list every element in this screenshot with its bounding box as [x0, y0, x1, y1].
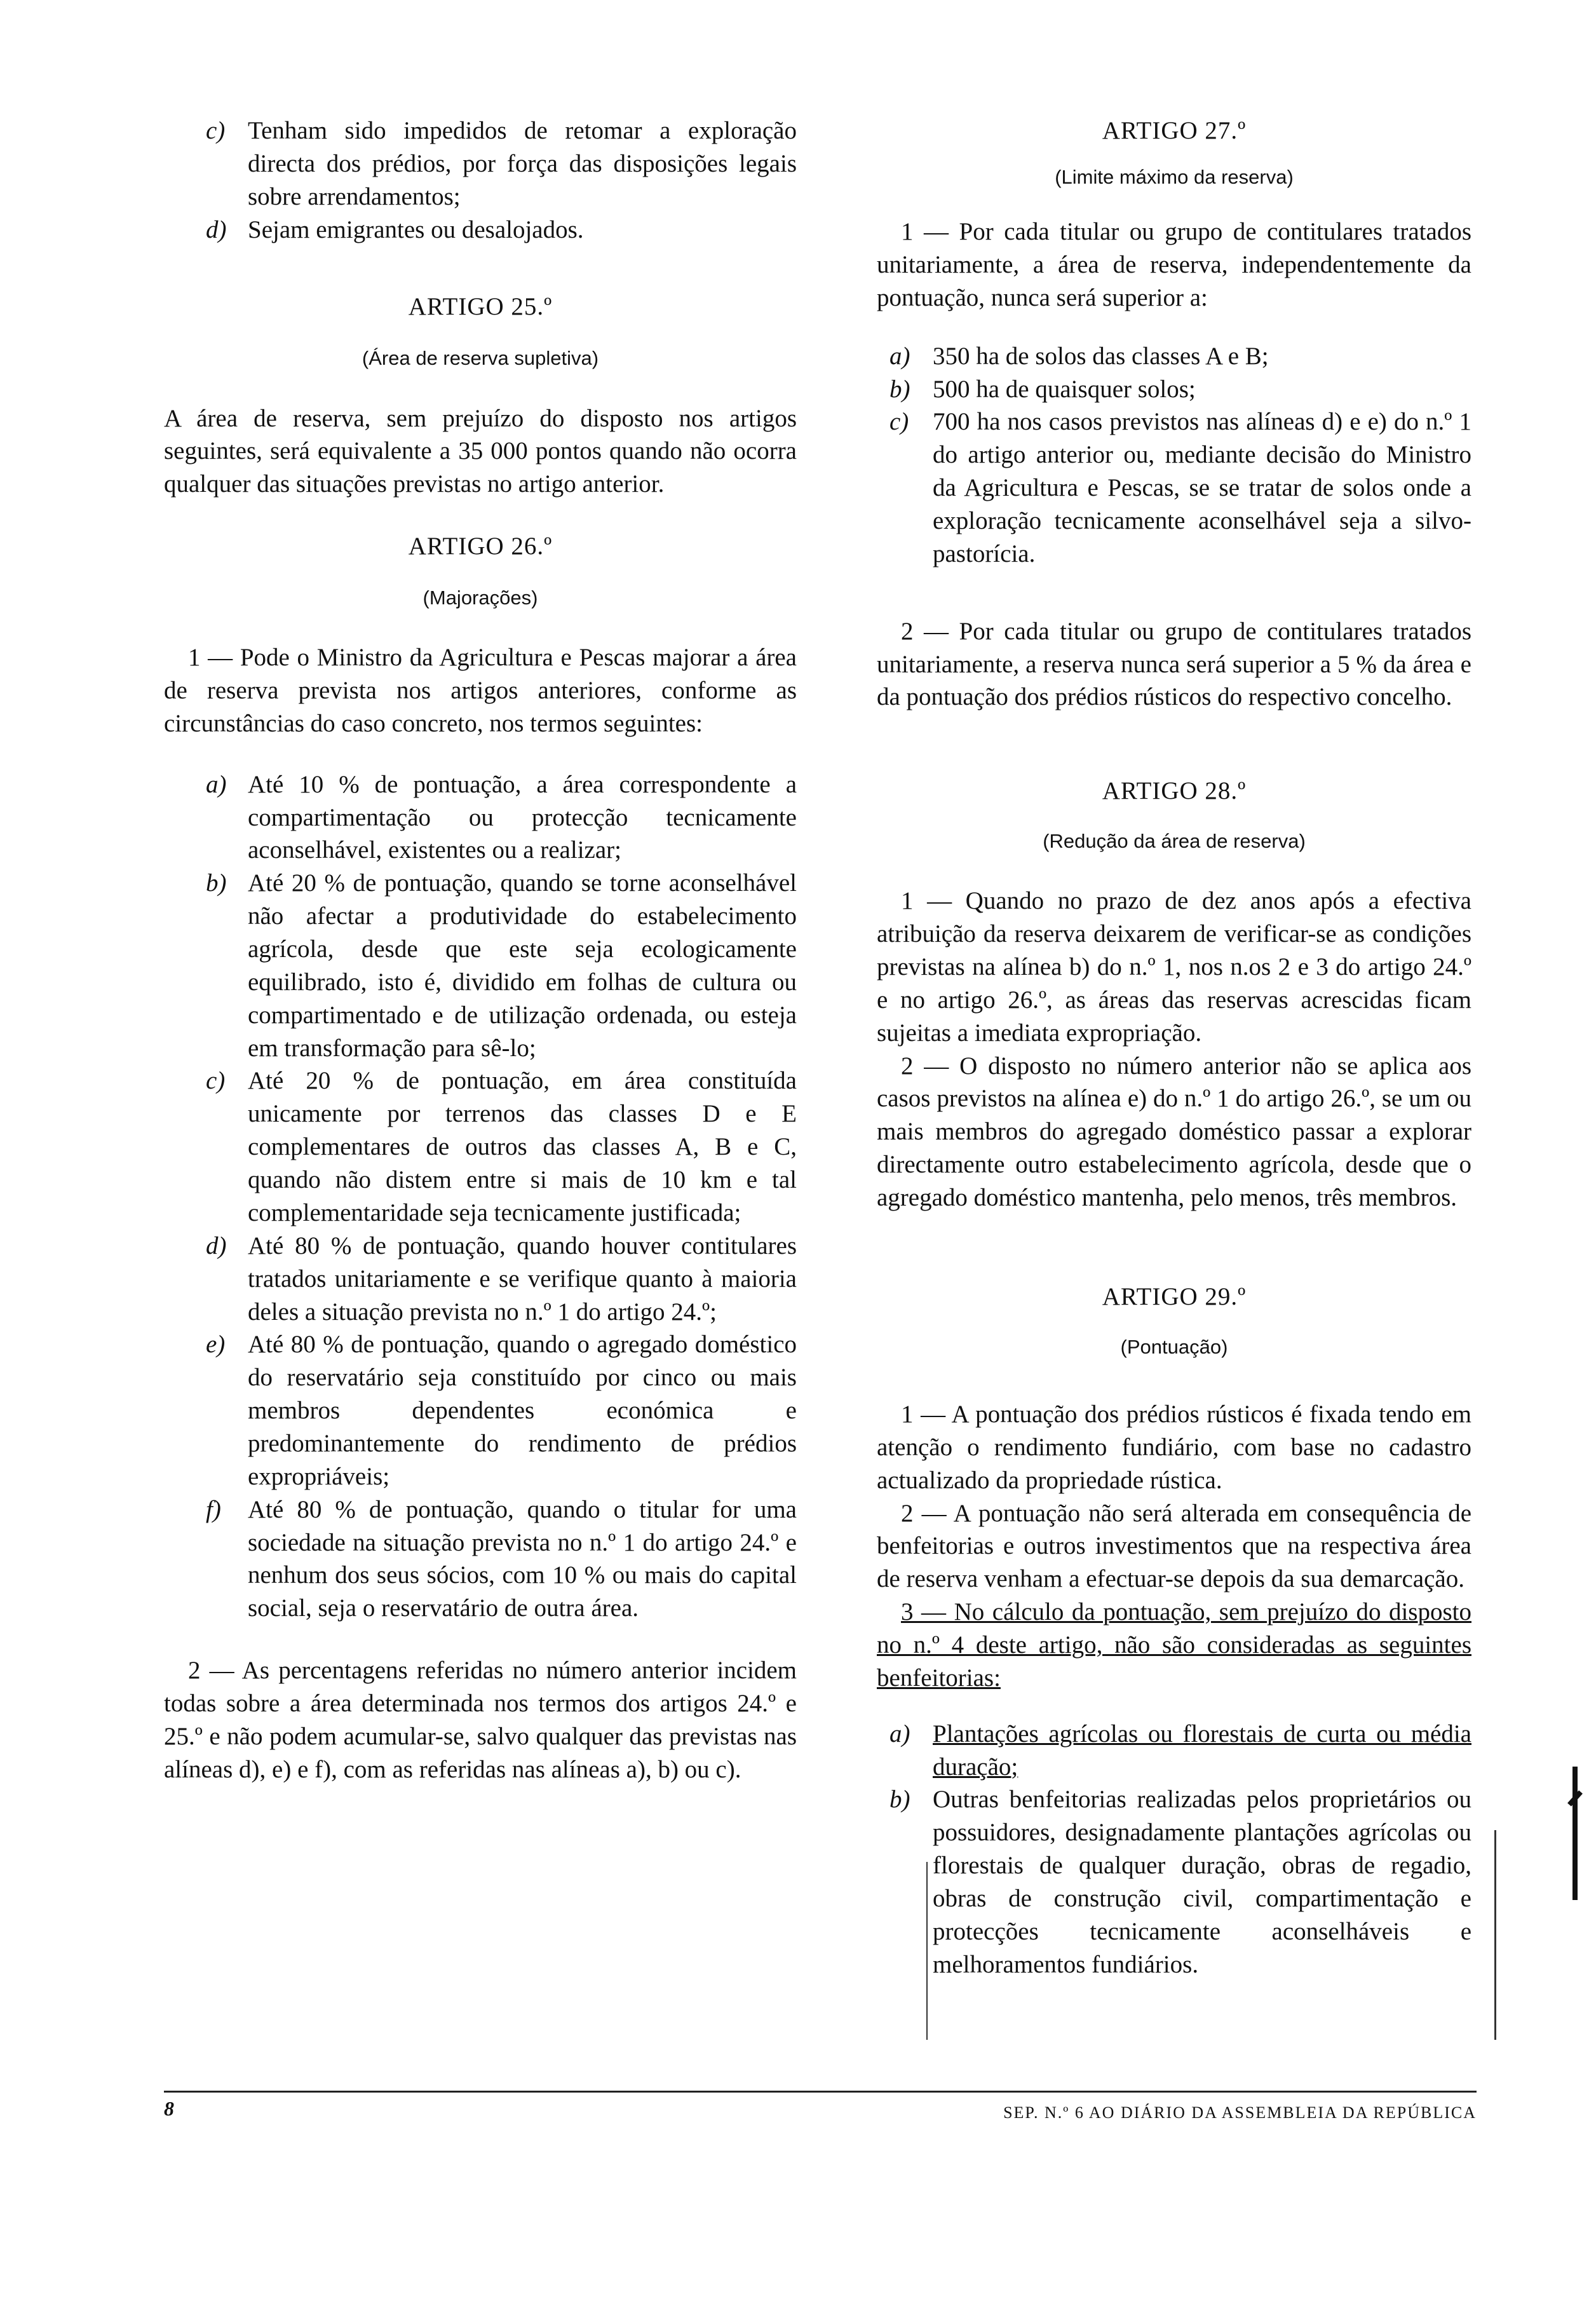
article-27-subtitle: (Limite máximo da reserva): [1055, 165, 1294, 188]
alinea-f: f) Até 80 % de pontuação, quando o titular for uma sociedade na situação prevista no n.º 1 do artigo 24.º e nenhum dos seus sócios, com 10 % ou mais do capital social, seja o reservatário de outra área.: [206, 1495, 797, 1622]
article-29-paragraph-3: 3 — No cálculo da pontuação, sem prejuízo do disposto no n.º 4 deste artigo, não são consideradas as seguintes benfeitorias:: [877, 1598, 1471, 1692]
article-29-paragraph-2: 2 — A pontuação não será alterada em consequência de benfeitorias e outros investimentos que na respectiva área de reserva venham a efectuar-se depois da sua demarcação.: [877, 1499, 1471, 1593]
alinea-b: b) Até 20 % de pontuação, quando se torne aconselhável não afectar a produtividade do estabelecimento agrícola, desde que este seja ecologicamente equilibrado, isto é, dividido em folhas de cultura ou compartimentado e de utilização ordenada, ou esteja em transformação para sê-lo;: [206, 869, 797, 1062]
article-27-title: ARTIGO 27.º: [1102, 117, 1247, 144]
alinea-e: e) Até 80 % de pontuação, quando o agregado doméstico do reservatário seja constituído por cinco ou mais membros dependentes económica e predominantemente do rendimento de prédios expropriáveis;: [206, 1331, 797, 1490]
alinea-a: a) 350 ha de solos das classes A e B;: [889, 342, 1269, 370]
article-27-paragraph-2: 2 — Por cada titular ou grupo de contitulares tratados unitariamente, a reserva nunca será superior a 5 % da área e da pontuação dos prédios rústicos do respectivo concelho.: [877, 617, 1471, 711]
article-28-title: ARTIGO 28.º: [1102, 777, 1247, 805]
article-27-paragraph-1: 1 — Por cada titular ou grupo de contitulares tratados unitariamente, a área de reserva, independentemente da pontuação, nunca será superior a:: [877, 218, 1471, 311]
margin-hand-mark: [1567, 1767, 1583, 1900]
article-26-alineas: [164, 768, 797, 1625]
hand-mark-icon: [1567, 1767, 1583, 1900]
margin-annotation-stroke: [1494, 1830, 1496, 2040]
alinea-d-continued: d) Sejam emigrantes ou desalojados.: [206, 215, 584, 243]
article-29-subtitle: (Pontuação): [1120, 1335, 1228, 1358]
article-29-alineas: [877, 1718, 1471, 1981]
alinea-a: a) Até 10 % de pontuação, a área correspondente a compartimentação ou protecção tecnicamente aconselhável, existentes ou a realizar;: [206, 770, 797, 864]
article-28-paragraph-1: 1 — Quando no prazo de dez anos após a efectiva atribuição da reserva deixarem de verificar-se as condições previstas na alínea b) do n.º 1, nos n.os 2 e 3 do artigo 24.º e no artigo 26.º, as áreas das reservas acrescidas ficam sujeitas a imediata expropriação.: [877, 887, 1471, 1047]
article-26-subtitle: (Majorações): [423, 586, 538, 609]
publication-title: SEP. N.º 6 AO DIÁRIO DA ASSEMBLEIA DA REPÚBLICA: [1003, 2103, 1477, 2122]
footer-rule: [164, 2091, 1477, 2093]
alinea-c-continued: c) Tenham sido impedidos de retomar a exploração directa dos prédios, por força das disposições legais sobre arrendamentos;: [206, 117, 797, 210]
article-28-subtitle: (Redução da área de reserva): [1043, 830, 1306, 853]
article-26-paragraph-2: 2 — As percentagens referidas no número anterior incidem todas sobre a área determinada nos termos dos artigos 24.º e 25.º e não podem acumular-se, salvo qualquer das previstas nas alíneas d), e) e f), com as referidas nas alíneas a), b) ou c).: [164, 1657, 797, 1783]
article-29-title: ARTIGO 29.º: [1102, 1282, 1247, 1310]
page-number: 8: [164, 2097, 174, 2120]
alinea-b: b) Outras benfeitorias realizadas pelos proprietários ou possuidores, designadamente plantações agrícolas ou florestais de qualquer duração, obras de regadio, obras de construção civil, compartimentação e protecções tecnicamente aconselháveis e melhoramentos fundiários.: [889, 1786, 1471, 1978]
alinea-d: d) Até 80 % de pontuação, quando houver contitulares tratados unitariamente e se verifique quanto à maioria deles a situação prevista no n.º 1 do artigo 24.º;: [206, 1232, 797, 1326]
article-26-paragraph-1: 1 — Pode o Ministro da Agricultura e Pescas majorar a área de reserva prevista nos artigos anteriores, conforme as circunstâncias do caso concreto, nos termos seguintes:: [164, 644, 797, 737]
margin-bracket-line: [926, 1862, 928, 2040]
left-column: [164, 114, 797, 1786]
alinea-c: c) 700 ha nos casos previstos nas alíneas d) e e) do n.º 1 do artigo anterior ou, mediante decisão do Ministro da Agricultura e Pescas, se se tratar de solos onde a exploração tecnicamente aconselhável seja a silvo-pastorícia.: [889, 408, 1471, 567]
right-column: [877, 114, 1471, 1981]
article-25-title: ARTIGO 25.º: [408, 293, 553, 321]
article-27-alineas: [877, 340, 1471, 571]
alinea-b: b) 500 ha de quaisquer solos;: [889, 375, 1196, 403]
article-26-title: ARTIGO 26.º: [408, 533, 553, 560]
article-28-paragraph-2: 2 — O disposto no número anterior não se aplica aos casos previstos na alínea e) do n.º 1 do artigo 26.º, se um ou mais membros do agregado doméstico passar a explorar directamente outro estabelecimento agrícola, desde que o agregado doméstico mantenha, pelo menos, três membros.: [877, 1052, 1471, 1212]
article-25-subtitle: (Área de reserva supletiva): [362, 347, 599, 370]
alinea-a: a) Plantações agrícolas ou florestais de curta ou média duração;: [889, 1720, 1471, 1781]
alinea-c: c) Até 20 % de pontuação, em área constituída unicamente por terrenos das classes D e E complementares de outros das classes A, B e C, quando não distem entre si mais de 10 km e tal complementaridade seja tecnicamente justificada;: [206, 1067, 797, 1226]
article-25-text: A área de reserva, sem prejuízo do disposto nos artigos seguintes, será equivalente a 35 000 pontos quando não ocorra qualquer das situações previstas no artigo anterior.: [164, 404, 797, 498]
article-29-paragraph-1: 1 — A pontuação dos prédios rústicos é fixada tendo em atenção o rendimento fundiário, com base no cadastro actualizado da propriedade rústica.: [877, 1401, 1471, 1494]
